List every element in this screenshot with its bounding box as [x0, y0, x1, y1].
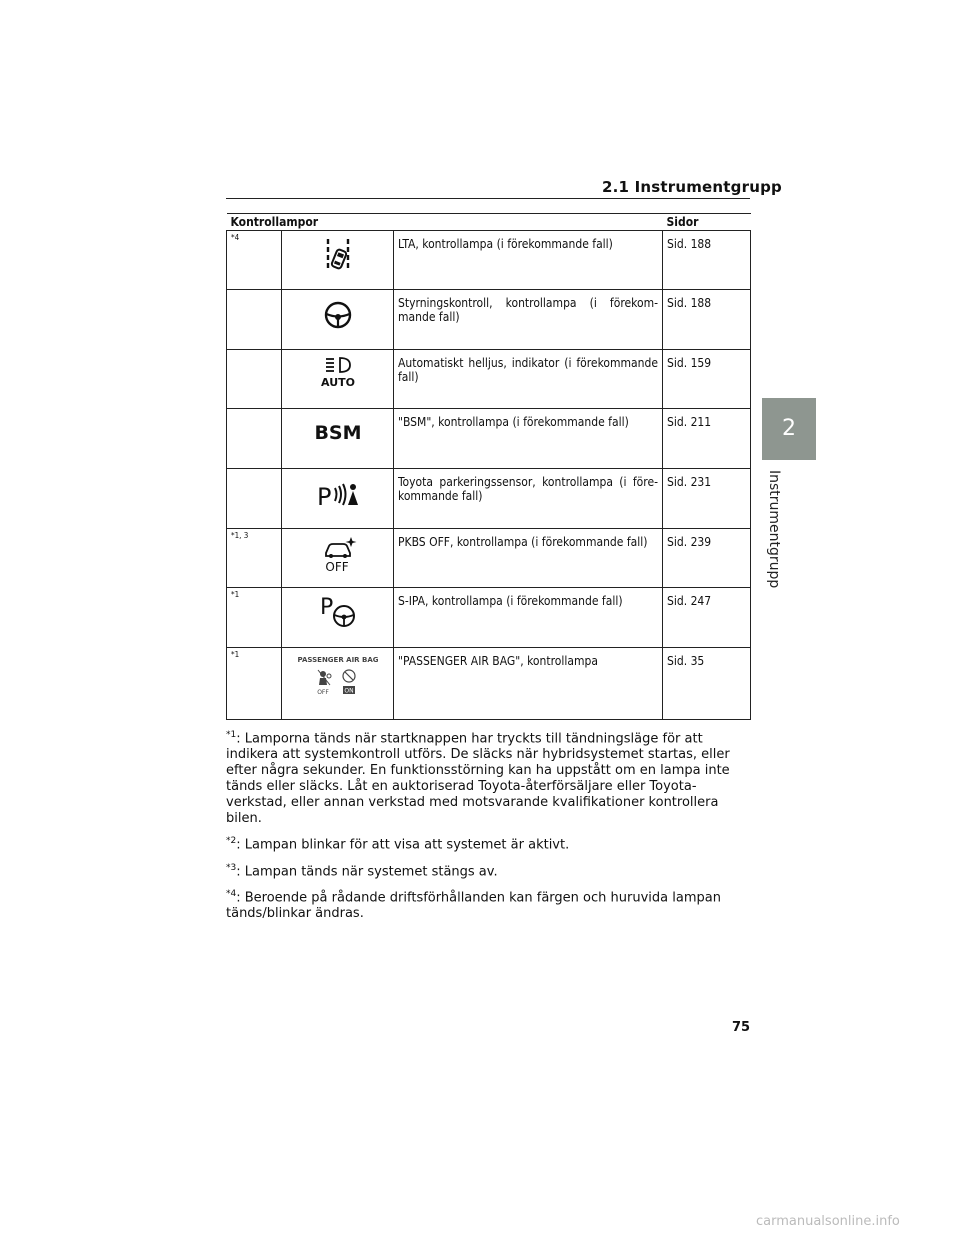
footnote-mark: *2 — [226, 836, 237, 847]
pkbs-off-icon — [318, 535, 358, 573]
airbag-off-label: OFF — [316, 689, 329, 696]
row-note — [227, 409, 282, 469]
table-row — [227, 350, 751, 409]
footnote-mark: *4 — [226, 888, 237, 899]
steering-wheel-icon — [323, 300, 353, 330]
chapter-tab-number: 2 — [782, 416, 796, 441]
table-row — [227, 409, 751, 469]
row-page-ref: Sid. 239 — [663, 529, 751, 588]
row-note — [227, 469, 282, 529]
auto-high-beam-icon — [320, 356, 356, 388]
bsm-label: BSM — [313, 422, 362, 444]
table-row — [227, 588, 751, 648]
footnote-text: : Lampan blinkar för att visa att systemet är aktivt. — [236, 837, 570, 853]
airbag-on-symbol — [343, 670, 355, 695]
row-page-ref: Sid. 35 — [663, 648, 751, 720]
row-description: "PASSENGER AIR BAG", kontrollampa — [394, 648, 663, 720]
page-header-title: 2.1 Instrumentgrupp — [602, 178, 782, 196]
footnotes — [226, 727, 754, 928]
row-page-ref: Sid. 211 — [663, 409, 751, 469]
footnote-mark: *1 — [226, 730, 237, 740]
bsm-icon — [313, 415, 363, 445]
pkbs-off-label: OFF — [324, 560, 349, 574]
row-icon-cell — [282, 529, 394, 588]
footnote — [226, 727, 754, 827]
row-page-ref: Sid. 231 — [663, 469, 751, 529]
chapter-tab-label — [766, 470, 802, 610]
table-row — [227, 469, 751, 529]
lta-icon — [323, 237, 353, 273]
row-description: S-IPA, kontrollampa (i förekommande fall) — [394, 588, 663, 648]
row-page-ref: Sid. 247 — [663, 588, 751, 648]
row-icon-cell — [282, 350, 394, 409]
parking-p-label: P — [316, 483, 331, 511]
s-ipa-p-label: P — [319, 595, 333, 620]
row-note: *1 — [227, 648, 282, 720]
header-rule — [226, 198, 750, 199]
row-description: PKBS OFF, kontrollampa (i förekommande fall) — [394, 529, 663, 588]
footnote-text: : Beroende på rådande driftsförhållanden kan färgen och huruvida lampan tänds/blinkar ändras. — [226, 890, 721, 922]
indicator-table — [226, 213, 751, 720]
page-number: 75 — [732, 1020, 751, 1035]
row-page-ref: Sid. 188 — [663, 231, 751, 290]
chapter-tab-label-text: Instrumentgrupp — [766, 470, 782, 589]
row-page-ref: Sid. 159 — [663, 350, 751, 409]
footnote-text: : Lamporna tänds när startknappen har tryckts till tändningsläge för att indikera att systemkontroll utförs. De släcks när hybridsystemet startas, eller efter några sekunder. En funktionsstörning kan ha uppstått om en lampa inte tänds eller släcks. Låt en auktoriserad Toyota-återförsäljare eller Toyota-verkstad, eller annan verkstad med motsvarande kvalifikationer kontrollera bilen. — [226, 731, 730, 827]
footnote — [226, 860, 754, 880]
passenger-airbag-icon — [296, 654, 379, 696]
row-icon-cell — [282, 231, 394, 290]
table-row — [227, 529, 751, 588]
row-description: Styrningskontroll, kontrollampa (i förekom-mande fall) — [394, 290, 663, 350]
table-row — [227, 231, 751, 290]
footnote — [226, 886, 754, 922]
row-icon-cell — [282, 409, 394, 469]
row-note — [227, 350, 282, 409]
table-row — [227, 290, 751, 350]
row-icon-cell — [282, 469, 394, 529]
row-note: *1, 3 — [227, 529, 282, 588]
row-note — [227, 290, 282, 350]
row-icon-cell — [282, 648, 394, 720]
airbag-title-label: PASSENGER AIR BAG — [296, 656, 379, 664]
footnote-text: : Lampan tänds när systemet stängs av. — [236, 863, 498, 879]
row-icon-cell — [282, 588, 394, 648]
col-header-pages: Sidor — [663, 214, 751, 231]
table-row — [227, 648, 751, 720]
airbag-off-symbol — [317, 670, 331, 696]
auto-label: AUTO — [320, 376, 355, 389]
table-header-row — [227, 214, 751, 231]
row-icon-cell — [282, 290, 394, 350]
row-description: Toyota parkeringssensor, kontrollampa (i före-kommande fall) — [394, 469, 663, 529]
watermark: carmanualsonline.info — [756, 1214, 900, 1229]
row-description: "BSM", kontrollampa (i förekommande fall) — [394, 409, 663, 469]
col-header-indicators: Kontrollampor — [227, 214, 663, 231]
row-description: Automatiskt helljus, indikator (i förekommande fall) — [394, 350, 663, 409]
row-page-ref: Sid. 188 — [663, 290, 751, 350]
parking-sensor-icon — [315, 479, 361, 511]
footnote-mark: *3 — [226, 862, 237, 873]
row-note: *1 — [227, 588, 282, 648]
chapter-tab — [762, 398, 816, 460]
s-ipa-icon — [318, 594, 358, 628]
airbag-on-label: ON — [343, 687, 354, 695]
footnote — [226, 833, 754, 853]
row-note: *4 — [227, 231, 282, 290]
row-description: LTA, kontrollampa (i förekommande fall) — [394, 231, 663, 290]
